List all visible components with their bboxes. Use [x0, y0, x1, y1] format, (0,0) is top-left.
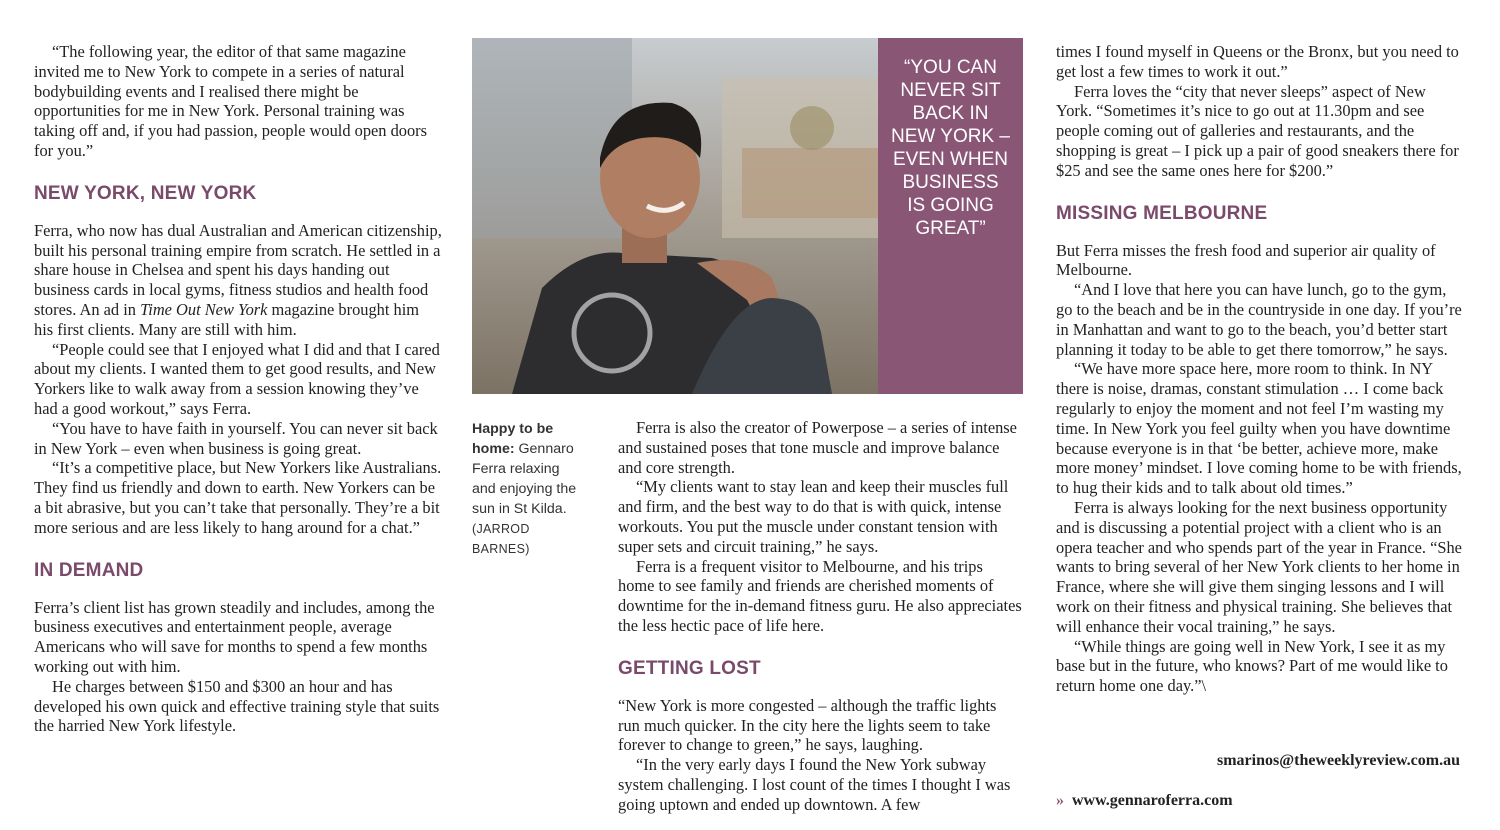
article-photo — [472, 38, 878, 394]
paragraph: “It’s a competitive place, but New Yorkers like Australians. They find us friendly and down to earth. New Yorkers can be a bit abrasive, but you can’t take that personally. They’re a bit more serious and are less likely to hang around for a chat.” — [34, 458, 442, 537]
paragraph: Ferra is also the creator of Powerpose – a series of intense and sustained poses that tone muscle and improve balance and core strength. — [618, 418, 1017, 477]
website-link[interactable]: www.gennaroferra.com — [1072, 792, 1233, 809]
right-column — [1056, 42, 1464, 696]
pull-quote-line: EVEN WHEN — [892, 149, 1009, 170]
paragraph: “You have to have faith in yourself. You can never sit back in New York – even when business is going great. — [34, 418, 438, 458]
paragraph: “In the very early days I found the New York subway system challenging. I lost count of the times I thought I was going uptown and ended up downtown. A few — [618, 755, 1011, 814]
photo-illustration — [472, 38, 878, 394]
website-line — [1056, 792, 1233, 810]
paragraph: “And I love that here you can have lunch, go to the gym, go to the beach and be in the countryside in one day. If you’re in Manhattan and want to go to the beach, you’d better start planning it today to be able to get there tomorrow,” he says. — [1056, 280, 1462, 359]
paragraph: Ferra is always looking for the next business opportunity and is discussing a potential project with a client who is an opera teacher and who spends part of the year in France. “She wants to bring several of her New York clients to her home in France, where she will give them singing lessons and I will work on their fitness and physical training. She believes that will enhance their vocal training,” he says. — [1056, 497, 1462, 636]
pull-quote-line: IS GOING — [907, 195, 994, 216]
paragraph: “While things are going well in New York, I see it as my base but in the future, who knows? Part of me would like to return home one day.”\ — [1056, 636, 1448, 696]
pull-quote-line: BACK IN — [912, 103, 989, 124]
paragraph: “New York is more congested – although the traffic lights run much quicker. In the city here the lights seem to take forever to change to green,” he says, laughing. — [618, 695, 997, 755]
pull-quote — [878, 38, 1023, 394]
paragraph: “We have more space here, more room to think. In NY there is noise, dramas, constant stimulation … I come back regularly to enjoy the moment and not feel I’m wasting my time. In New York you feel guilty when you have downtime because everyone is in that ‘be better, achieve more, make more money’ mindset. I love coming home to be with friends, to hug their kids and to talk about old times.” — [1056, 359, 1462, 498]
pull-quote-line: GREAT” — [915, 218, 986, 239]
pull-quote-line: NEW YORK – — [891, 126, 1010, 147]
section-heading-new-york: NEW YORK, NEW YORK — [34, 182, 257, 204]
section-heading-in-demand: IN DEMAND — [34, 559, 144, 581]
pull-quote-line: BUSINESS — [902, 172, 999, 193]
caption-lead: Happy to be home: — [472, 421, 554, 457]
pull-quote-line: NEVER SIT — [900, 80, 1001, 101]
section-heading-getting-lost: GETTING LOST — [618, 657, 761, 679]
photo-caption — [472, 419, 584, 559]
section-heading-missing-melbourne: MISSING MELBOURNE — [1056, 202, 1268, 224]
photo-credit: (JARROD BARNES) — [472, 522, 530, 556]
paragraph: “My clients want to stay lean and keep their muscles full and firm, and the best way to do that is with quick, intense workouts. You put the muscle under constant tension with super sets and circuit training,” he says. — [618, 477, 1009, 556]
paragraph: Ferra is a frequent visitor to Melbourne, and his trips home to see family and friends are cherished moments of downtime for the in-demand fitness guru. He also appreciates the less hectic pace of life here. — [618, 556, 1022, 635]
paragraph: Ferra’s client list has grown steadily and includes, among the business executives and entertainment people, average Americans who will save for months to spend a few months working out with him. — [34, 597, 435, 676]
paragraph: He charges between $150 and $300 an hour and has developed his own quick and effective training style that suits the harried New York lifestyle. — [34, 676, 440, 736]
paragraph: times I found myself in Queens or the Bronx, but you need to get lost a few times to work it out.” — [1056, 42, 1459, 81]
magazine-title: Time Out New York — [140, 299, 268, 319]
paragraph: Ferra, who now has dual Australian and American citizenship, built his personal training empire from scratch. He settled in a share house in Chelsea and spent his days handing out business cards in local gyms, fitness studios and health food stores. An ad in Time Out New York magazine brought him his first clients. Many are still with him. — [34, 220, 442, 339]
paragraph: Ferra loves the “city that never sleeps” aspect of New York. “Sometimes it’s nice to go out at 11.30pm and see people coming out of galleries and restaurants, and the shopping is great – I pick up a pair of good sneakers there for $25 and see the same ones here for $200.” — [1056, 81, 1459, 180]
paragraph: “People could see that I enjoyed what I did and that I cared about my clients. I wanted them to get good results, and New Yorkers like to walk away from a session knowing they’ve had a good workout,” says Ferra. — [34, 339, 440, 418]
paragraph: “The following year, the editor of that same magazine invited me to New York to compete in a series of natural bodybuilding events and I realised there might be opportunities for me in New York. Personal training was taking off and, if you had passion, people would open doors for you.” — [34, 42, 428, 160]
left-column — [34, 42, 442, 736]
author-email[interactable]: smarinos@theweeklyreview.com.au — [1217, 752, 1460, 769]
caption-text: Gennaro Ferra relaxing and enjoying the sun in St Kilda. — [472, 441, 577, 517]
paragraph: But Ferra misses the fresh food and superior air quality of Melbourne. — [1056, 240, 1436, 280]
pull-quote-line: “YOU CAN — [904, 57, 997, 78]
chevron-right-icon: » — [1056, 792, 1064, 809]
